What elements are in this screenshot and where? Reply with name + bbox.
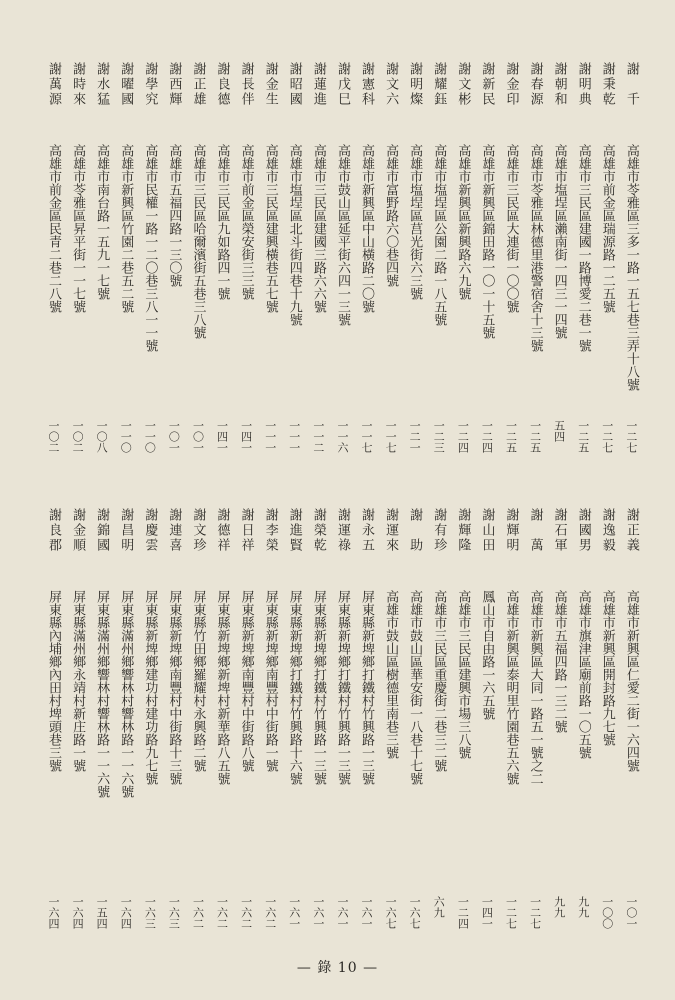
entry-address: 高雄市五福四路一三〇號 xyxy=(166,144,182,287)
entry-name: 謝文彬 xyxy=(455,62,471,107)
directory-entry xyxy=(231,508,253,936)
entry-number: 九九 xyxy=(576,896,590,918)
entry-address: 高雄市三民區建國三路六六號 xyxy=(310,144,326,313)
directory-entry xyxy=(62,508,84,936)
entry-name: 謝憲科 xyxy=(359,62,375,107)
entry-address: 高雄市新興區大同一路五一號之二 xyxy=(527,590,543,785)
entry-address: 高雄市新興區竹園二巷五二號 xyxy=(118,144,134,313)
entry-number: 一二七 xyxy=(600,420,614,453)
directory-entry xyxy=(423,62,445,492)
directory-entry xyxy=(158,62,180,492)
directory-entry xyxy=(495,508,517,936)
entry-name: 謝良郡 xyxy=(46,508,61,553)
directory-entry xyxy=(544,62,566,492)
entry-address: 高雄市前金區民青二巷二八號 xyxy=(46,144,61,313)
directory-entry xyxy=(231,62,253,492)
entry-address: 高雄市旗津區廟前路一〇五號 xyxy=(575,590,591,759)
directory-entry xyxy=(255,62,277,492)
entry-number: 一二七 xyxy=(624,420,638,453)
entry-name: 謝金生 xyxy=(262,62,278,107)
entry-address: 屏東縣滿州鄉響林村響林路一一六號 xyxy=(118,590,134,798)
directory-entry xyxy=(568,62,590,492)
entry-number: 一〇一 xyxy=(191,420,205,453)
entry-name: 謝明燦 xyxy=(407,62,423,107)
entry-number: 一六二 xyxy=(215,896,229,929)
entry-address: 高雄市塩埕區莒光街六三號 xyxy=(407,144,423,300)
entry-name: 謝文珍 xyxy=(190,508,206,553)
entry-number: 一二四 xyxy=(480,420,494,453)
entry-name: 謝蓮進 xyxy=(310,62,326,107)
entry-number: 一六四 xyxy=(71,896,85,929)
entry-name: 謝輝隆 xyxy=(455,508,471,553)
entry-address: 高雄市塩埕區北斗街四巷十九號 xyxy=(286,144,302,326)
directory-entry xyxy=(616,62,638,492)
entry-name: 謝金印 xyxy=(503,62,519,107)
entry-number: 一四一 xyxy=(215,420,229,453)
entry-number: 一二一 xyxy=(408,420,422,453)
entry-number: 一六七 xyxy=(384,896,398,929)
entry-number: 一六三 xyxy=(167,896,181,929)
entry-name: 謝進賢 xyxy=(286,508,302,553)
entry-number: 五四 xyxy=(552,420,566,442)
entry-name: 謝學究 xyxy=(142,62,158,107)
directory-entry xyxy=(86,62,108,492)
directory-entry xyxy=(520,62,542,492)
directory-entry xyxy=(520,508,542,936)
entry-address: 高雄市富野路六〇巷四號 xyxy=(383,144,399,287)
entry-number: 一一〇 xyxy=(119,420,133,453)
directory-entry xyxy=(255,508,277,936)
directory-entry xyxy=(375,62,397,492)
entry-address: 高雄市三民區哈爾濱街五巷三八號 xyxy=(190,144,206,339)
entry-number: 一〇〇 xyxy=(600,896,614,929)
directory-entry xyxy=(38,62,60,492)
entry-name: 謝曜國 xyxy=(118,62,134,107)
directory-entry xyxy=(351,62,373,492)
entry-name: 謝文六 xyxy=(383,62,399,107)
entry-name: 謝山田 xyxy=(479,508,495,553)
entry-name: 謝西輝 xyxy=(166,62,182,107)
directory-entry xyxy=(568,508,590,936)
entry-number: 一四一 xyxy=(480,896,494,929)
directory-entry xyxy=(447,62,469,492)
entry-number: 九九 xyxy=(552,896,566,918)
entry-name: 謝運來 xyxy=(383,508,399,553)
entry-name: 謝榮乾 xyxy=(310,508,326,553)
entry-number: 一二四 xyxy=(456,420,470,453)
entry-name: 謝 萬 xyxy=(527,508,543,553)
directory-entry xyxy=(327,62,349,492)
directory-entry xyxy=(38,508,60,936)
entry-number: 一六二 xyxy=(239,896,253,929)
entry-number: 一二四 xyxy=(456,896,470,929)
entry-address: 高雄市三民區建國一路博愛二巷一號 xyxy=(575,144,591,352)
entry-name: 謝耀鈺 xyxy=(431,62,447,107)
entry-address: 高雄市前金區榮安街三三號 xyxy=(238,144,254,300)
entry-address: 高雄市新興區泰明里竹園巷五六號 xyxy=(503,590,519,785)
entry-name: 謝戊巳 xyxy=(334,62,350,107)
entry-address: 高雄市五福四路一三二號 xyxy=(551,590,567,733)
entry-address: 屏東縣新埤鄉打鐵村竹興路一三號 xyxy=(310,590,326,785)
entry-name: 謝新民 xyxy=(479,62,495,107)
entry-name: 謝春源 xyxy=(527,62,543,107)
entry-address: 鳳山市自由路一六五號 xyxy=(479,590,495,720)
entry-number: 一六七 xyxy=(408,896,422,929)
directory-entry xyxy=(616,508,638,936)
entry-name: 謝良德 xyxy=(214,62,230,107)
entry-address: 高雄市鼓山區樹德里南巷三號 xyxy=(383,590,399,759)
entry-name: 謝時來 xyxy=(70,62,86,107)
entry-number: 一六二 xyxy=(191,896,205,929)
entry-number: 一六一 xyxy=(335,896,349,929)
entry-name: 謝永五 xyxy=(359,508,375,553)
entry-number: 一六四 xyxy=(119,896,133,929)
entry-address: 高雄市新興區新興路六九號 xyxy=(455,144,471,300)
entry-number: 一二七 xyxy=(504,896,518,929)
entry-address: 高雄市新興區錦田路一〇一十五號 xyxy=(479,144,495,339)
entry-name: 謝德祥 xyxy=(214,508,230,553)
entry-address: 高雄市三民區重慶街二巷三二號 xyxy=(431,590,447,772)
entry-address: 高雄市民權一路一二〇巷三八一一號 xyxy=(142,144,158,352)
entry-name: 謝慶雲 xyxy=(142,508,158,553)
entry-number: 一一一 xyxy=(263,420,277,453)
entry-number: 一一二 xyxy=(311,420,325,453)
entry-name: 謝有珍 xyxy=(431,508,447,553)
entry-number: 一〇八 xyxy=(95,420,109,453)
entry-name: 謝明典 xyxy=(575,62,591,107)
entry-name: 謝秉乾 xyxy=(599,62,615,107)
entry-address: 高雄市苓雅區昇平街一一七號 xyxy=(70,144,86,313)
entry-number: 一一七 xyxy=(360,420,374,453)
entry-number: 一〇一 xyxy=(624,896,638,929)
entry-number: 一四一 xyxy=(239,420,253,453)
directory-entry xyxy=(182,62,204,492)
entry-number: 一六二 xyxy=(263,896,277,929)
entry-number: 一六一 xyxy=(360,896,374,929)
directory-entry xyxy=(544,508,566,936)
entry-address: 高雄市苓雅區三多一路一五七巷三弄十八號 xyxy=(623,144,639,391)
entry-number: 一一〇 xyxy=(143,420,157,453)
directory-entry xyxy=(62,62,84,492)
entry-number: 一六一 xyxy=(311,896,325,929)
directory-entry xyxy=(471,62,493,492)
entry-address: 高雄市前金區瑞源路一二五號 xyxy=(599,144,615,313)
entry-name: 謝國男 xyxy=(575,508,591,553)
entry-name: 謝 千 xyxy=(623,62,639,107)
entry-address: 屏東縣新埤鄉南豐村中街路八號 xyxy=(238,590,254,772)
directory-entry xyxy=(495,62,517,492)
entry-address: 屏東縣滿州鄉響林村響林路一一六號 xyxy=(94,590,110,798)
entry-address: 屏東縣新埤鄉打鐵村竹興路一三號 xyxy=(334,590,350,785)
directory-entry xyxy=(182,508,204,936)
entry-name: 謝水猛 xyxy=(94,62,110,107)
directory-entry xyxy=(423,508,445,936)
entry-name: 謝輝明 xyxy=(503,508,519,553)
directory-entry xyxy=(303,508,325,936)
entry-name: 謝逸毅 xyxy=(599,508,615,553)
entry-name: 謝萬源 xyxy=(46,62,61,107)
entry-name: 謝正義 xyxy=(623,508,639,553)
top-column-block xyxy=(38,62,638,492)
entry-number: 一二七 xyxy=(528,896,542,929)
entry-name: 謝長伴 xyxy=(238,62,254,107)
entry-number: 一六三 xyxy=(143,896,157,929)
directory-entry xyxy=(279,508,301,936)
entry-number: 一二五 xyxy=(528,420,542,453)
entry-name: 謝正雄 xyxy=(190,62,206,107)
entry-number: 一二五 xyxy=(504,420,518,453)
directory-entry xyxy=(279,62,301,492)
entry-number: 六九 xyxy=(432,896,446,918)
entry-name: 謝錦國 xyxy=(94,508,110,553)
directory-entry xyxy=(86,508,108,936)
entry-name: 謝李榮 xyxy=(262,508,278,553)
entry-address: 屏東縣新埤鄉建功村建功路九七號 xyxy=(142,590,158,785)
directory-entry xyxy=(110,508,132,936)
bottom-column-block xyxy=(38,508,638,936)
directory-entry xyxy=(471,508,493,936)
entry-number: 一〇二 xyxy=(47,420,60,453)
entry-address: 高雄市三民區建興橫巷五七號 xyxy=(262,144,278,313)
entry-address: 屏東縣新埤鄉南豐村中街路十三號 xyxy=(166,590,182,785)
directory-entry xyxy=(399,508,421,936)
entry-name: 謝 助 xyxy=(407,508,423,553)
entry-number: 一〇一 xyxy=(167,420,181,453)
entry-address: 屏東縣新埤鄉南豐村中街路一號 xyxy=(262,590,278,772)
entry-name: 謝昌明 xyxy=(118,508,134,553)
entry-number: 一〇二 xyxy=(71,420,85,453)
entry-address: 高雄市三民區大連街一〇〇號 xyxy=(503,144,519,313)
page-number: — 錄 10 — xyxy=(296,960,379,976)
entry-address: 高雄市塩埕區瀨南街一四三一四號 xyxy=(551,144,567,339)
entry-address: 屏東縣新埤鄉新埤村新華路八五號 xyxy=(214,590,230,785)
entry-address: 高雄市新興區仁愛二街一六四號 xyxy=(623,590,639,772)
entry-address: 高雄市三民區九如路四一號 xyxy=(214,144,230,300)
directory-entry xyxy=(110,62,132,492)
entry-number: 一五四 xyxy=(95,896,109,929)
directory-entry xyxy=(592,62,614,492)
entry-name: 謝金順 xyxy=(70,508,86,553)
entry-address: 高雄市三民區建興市場三八號 xyxy=(455,590,471,759)
directory-entry xyxy=(303,62,325,492)
entry-name: 謝運祿 xyxy=(334,508,350,553)
directory-entry xyxy=(447,508,469,936)
directory-entry xyxy=(399,62,421,492)
directory-entry xyxy=(134,508,156,936)
directory-entry xyxy=(592,508,614,936)
entry-number: 一一七 xyxy=(384,420,398,453)
entry-number: 一二五 xyxy=(576,420,590,453)
entry-address: 高雄市鼓山區華安街一八巷十七號 xyxy=(407,590,423,785)
directory-entry xyxy=(375,508,397,936)
entry-number: 一一一 xyxy=(287,420,301,453)
entry-address: 屏東縣滿州鄉永靖村新庄路一號 xyxy=(70,590,86,772)
directory-entry xyxy=(327,508,349,936)
entry-number: 一六一 xyxy=(287,896,301,929)
entry-name: 謝日祥 xyxy=(238,508,254,553)
entry-name: 謝連喜 xyxy=(166,508,182,553)
entry-name: 謝朝和 xyxy=(551,62,567,107)
entry-address: 高雄市塩埕區公園二路一八五號 xyxy=(431,144,447,326)
directory-entry xyxy=(207,62,229,492)
directory-entry xyxy=(158,508,180,936)
directory-entry xyxy=(134,62,156,492)
directory-entry xyxy=(351,508,373,936)
entry-number: 一二三 xyxy=(432,420,446,453)
entry-address: 高雄市新興區開封路九七號 xyxy=(599,590,615,746)
entry-address: 屏東縣內埔鄉內田村埤頭巷三號 xyxy=(46,590,61,772)
entry-address: 屏東縣新埤鄉打鐵村竹興路一三號 xyxy=(359,590,375,785)
entry-number: 一六四 xyxy=(47,896,60,929)
entry-address: 高雄市新興區中山橫路二〇號 xyxy=(359,144,375,313)
entry-address: 高雄市鼓山區延平街六四一三號 xyxy=(334,144,350,326)
directory-entry xyxy=(207,508,229,936)
entry-name: 謝石軍 xyxy=(551,508,567,553)
entry-address: 屏東縣竹田鄉羅耀村永興路二號 xyxy=(190,590,206,772)
entry-name: 謝昭國 xyxy=(286,62,302,107)
entry-number: 一一六 xyxy=(335,420,349,453)
entry-address: 高雄市南台路一五九一七號 xyxy=(94,144,110,300)
entry-address: 屏東縣新埤鄉打鐵村竹興路十六號 xyxy=(286,590,302,785)
entry-address: 高雄市苓雅區林德里港警宿舍十三號 xyxy=(527,144,543,352)
